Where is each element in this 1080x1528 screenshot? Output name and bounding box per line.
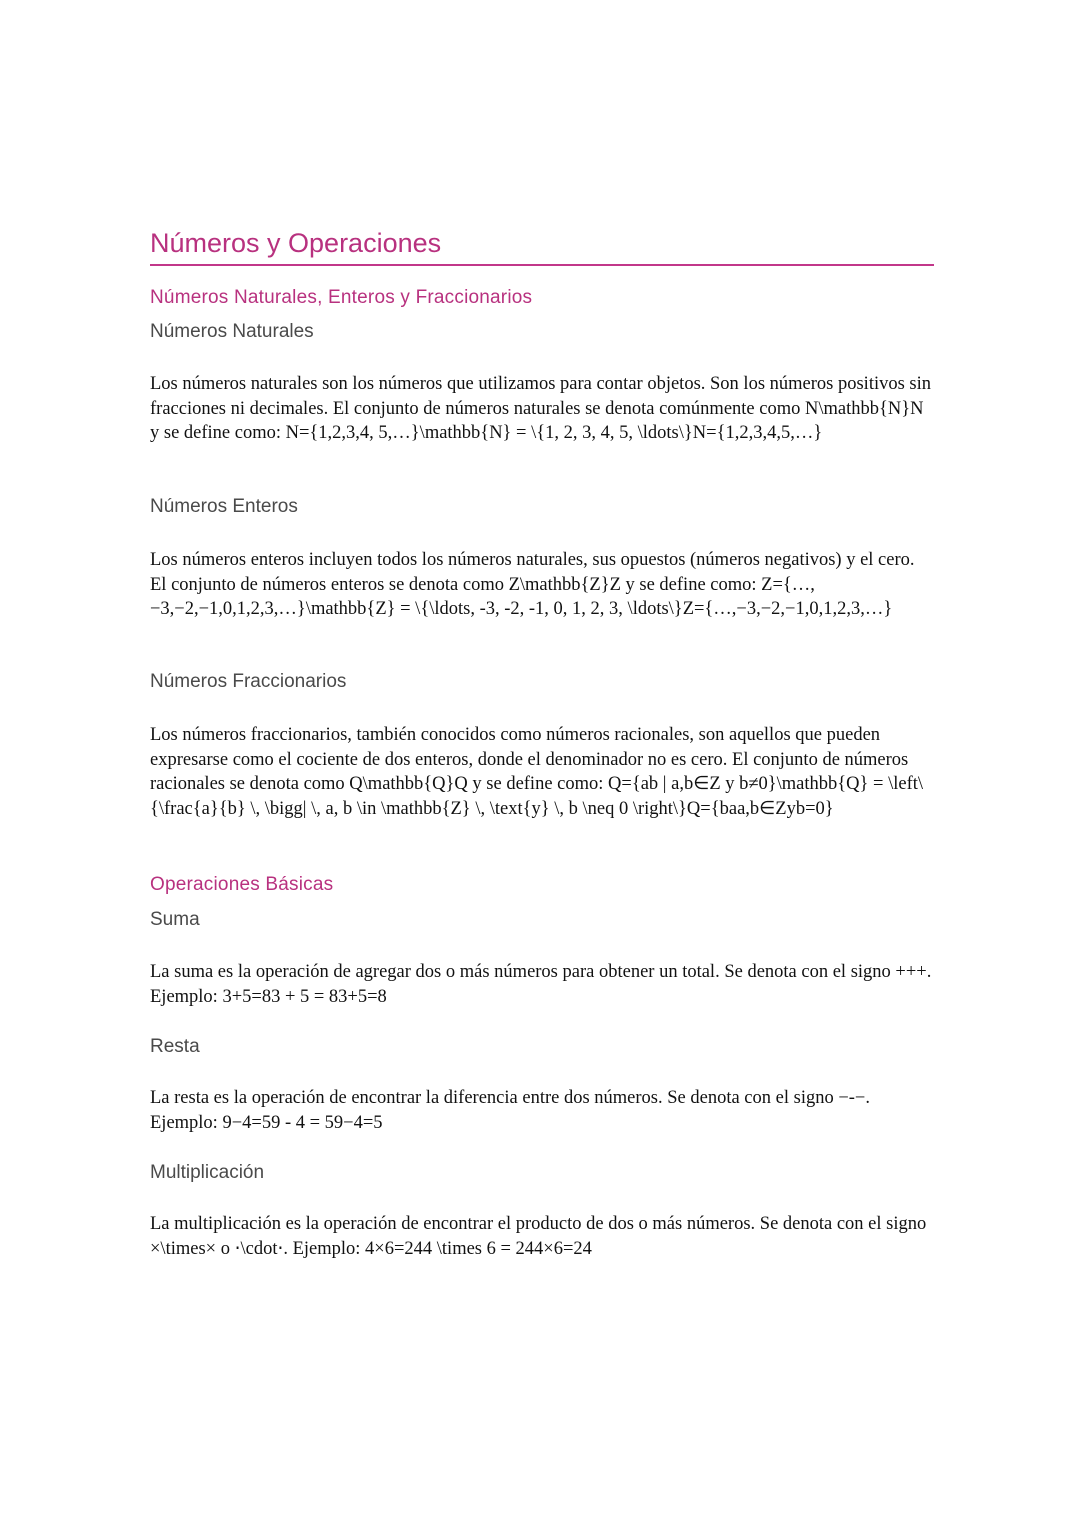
subheading-naturales: Números Naturales xyxy=(150,321,314,342)
subheading-enteros: Números Enteros xyxy=(150,496,298,517)
subheading-suma: Suma xyxy=(150,909,200,930)
document-page xyxy=(150,226,934,1259)
paragraph-suma: La suma es la operación de agregar dos o más números para obtener un total. Se denota con el signo +++. Ejemplo: 3+5=83 + 5 = 83+5=8 xyxy=(150,962,932,1007)
section-heading-numeros: Números Naturales, Enteros y Fraccionarios xyxy=(150,287,533,308)
subheading-fraccionarios: Números Fraccionarios xyxy=(150,671,347,692)
paragraph-enteros: Los números enteros incluyen todos los números naturales, sus opuestos (números negativos) y el cero. El conjunto de números enteros se denota como Z\mathbb{Z}Z y se define como: Z={…,−3,−2,−1,0,1,2,3,…}\mathbb{Z} = \{\ldots, -3, -2, -1, 0, 1, 2, 3, \ldots\}Z={…,−3,−2,−1,0,1,2,3,…} xyxy=(150,550,915,619)
paragraph-naturales: Los números naturales son los números que utilizamos para contar objetos. Son los números positivos sin fracciones ni decimales. El conjunto de números naturales se denota comúnmente como N\mathbb{N}N y se define como: N={1,2,3,4, 5,…}\mathbb{N} = \{1, 2, 3, 4, 5, \ldots\}N={1,2,3,4,5,…} xyxy=(150,374,932,443)
paragraph-fraccionarios: Los números fraccionarios, también conocidos como números racionales, son aquellos que pueden expresarse como el cociente de dos enteros, donde el denominador no es cero. El conjunto de números racionales se denota como Q\mathbb{Q}Q y se define como: Q={ab | a,b∈Z y b≠0}\mathbb{Q} = \left\{\frac{a}{b} \, \bigg| \, a, b \in \mathbb{Z} \, \text{y} \, b \neq 0 \right\}Q={baa,b∈Zyb=0} xyxy=(150,725,924,819)
paragraph-resta: La resta es la operación de encontrar la diferencia entre dos números. Se denota con el signo −-−. Ejemplo: 9−4=59 - 4 = 59−4=5 xyxy=(150,1088,870,1133)
subheading-multiplicacion: Multiplicación xyxy=(150,1162,265,1183)
section-heading-operaciones: Operaciones Básicas xyxy=(150,874,334,895)
document-title: Números y Operaciones xyxy=(150,226,934,266)
subheading-resta: Resta xyxy=(150,1036,200,1057)
paragraph-multiplicacion: La multiplicación es la operación de encontrar el producto de dos o más números. Se denota con el signo ×\times× o ⋅\cdot⋅. Ejemplo: 4×6=244 \times 6 = 244×6=24 xyxy=(150,1214,927,1259)
